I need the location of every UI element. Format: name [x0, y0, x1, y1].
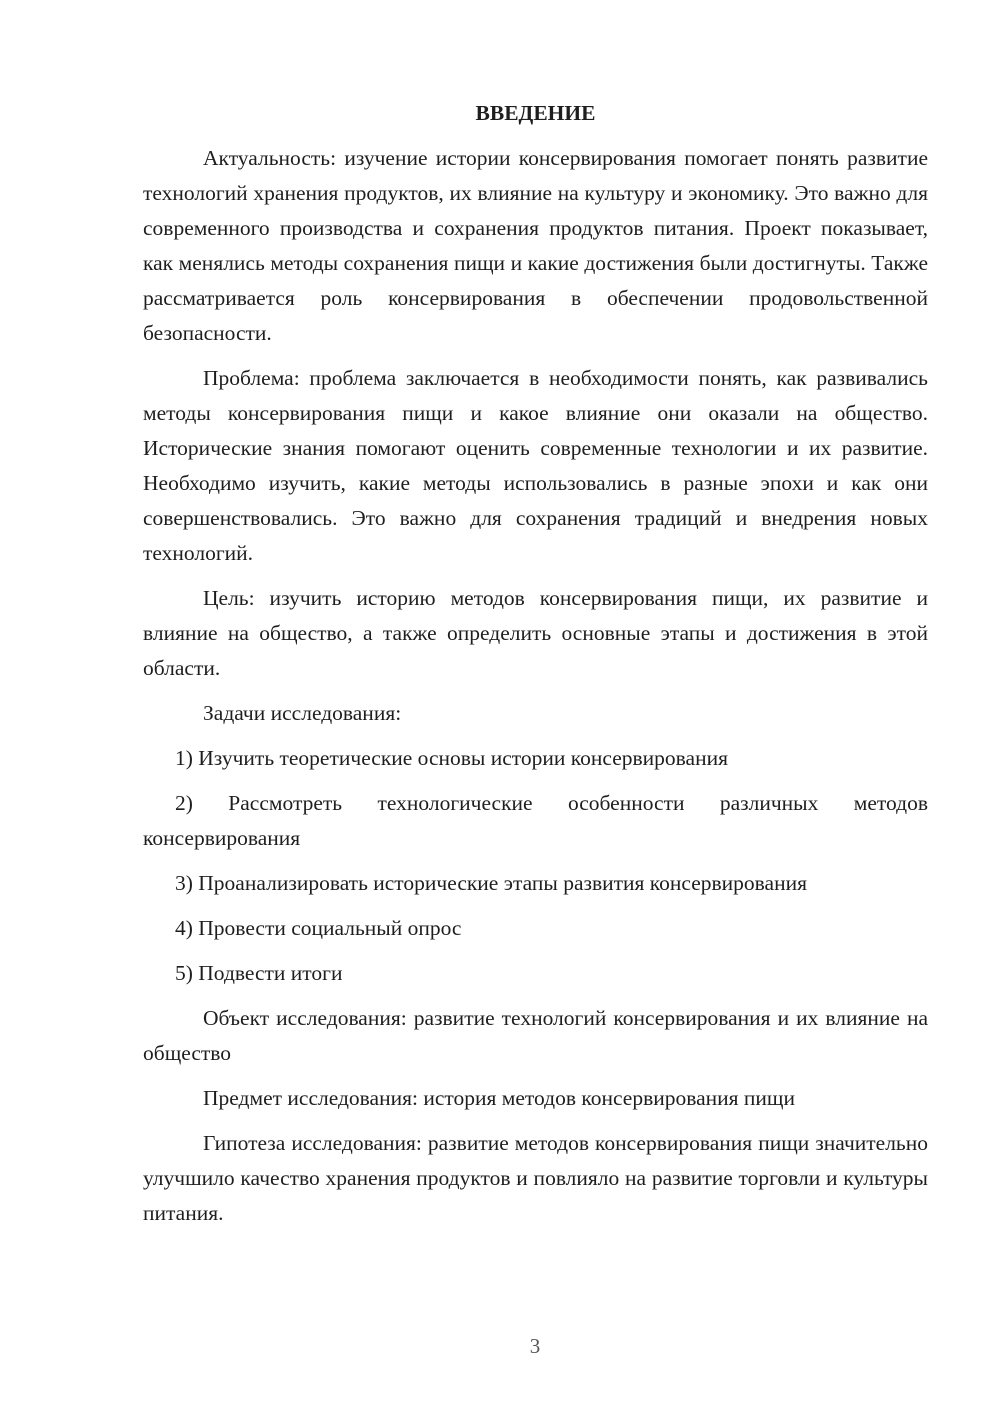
- page-body: [143, 96, 928, 1241]
- subject-paragraph: Предмет исследования: история методов консервирования пищи: [203, 1086, 795, 1110]
- relevance-paragraph: Актуальность: изучение истории консервирования помогает понять развитие технологий хранения продуктов, их влияние на культуру и экономику. Это важно для современного производства и сохранения продуктов питания. Проект показывает, как менялись методы сохранения пищи и какие достижения были достигнуты. Также рассматривается роль консервирования в обеспечении продовольственной безопасности.: [143, 146, 928, 345]
- hypothesis-paragraph: Гипотеза исследования: развитие методов консервирования пищи значительно улучшило качество хранения продуктов и повлияло на развитие торговли и культуры питания.: [143, 1131, 928, 1225]
- object-paragraph: Объект исследования: развитие технологий консервирования и их влияние на общество: [143, 1006, 928, 1065]
- task-item: 4) Провести социальный опрос: [175, 916, 462, 940]
- section-title: ВВЕДЕНИЕ: [475, 101, 596, 125]
- task-item: 5) Подвести итоги: [175, 961, 343, 985]
- task-item: 3) Проанализировать исторические этапы развития консервирования: [175, 871, 807, 895]
- problem-paragraph: Проблема: проблема заключается в необходимости понять, как развивались методы консервирования пищи и какое влияние они оказали на общество. Исторические знания помогают оценить современные технологии и их развитие. Необходимо изучить, какие методы использовались в разные эпохи и как они совершенствовались. Это важно для сохранения традиций и внедрения новых технологий.: [143, 366, 928, 565]
- tasks-heading: Задачи исследования:: [203, 701, 402, 725]
- task-item: 1) Изучить теоретические основы истории консервирования: [175, 746, 728, 770]
- page-number: 3: [529, 1334, 541, 1358]
- goal-paragraph: Цель: изучить историю методов консервирования пищи, их развитие и влияние на общество, а также определить основные этапы и достижения в этой области.: [143, 586, 928, 680]
- task-item: 2) Рассмотреть технологические особенности различных методов консервирования: [143, 791, 928, 850]
